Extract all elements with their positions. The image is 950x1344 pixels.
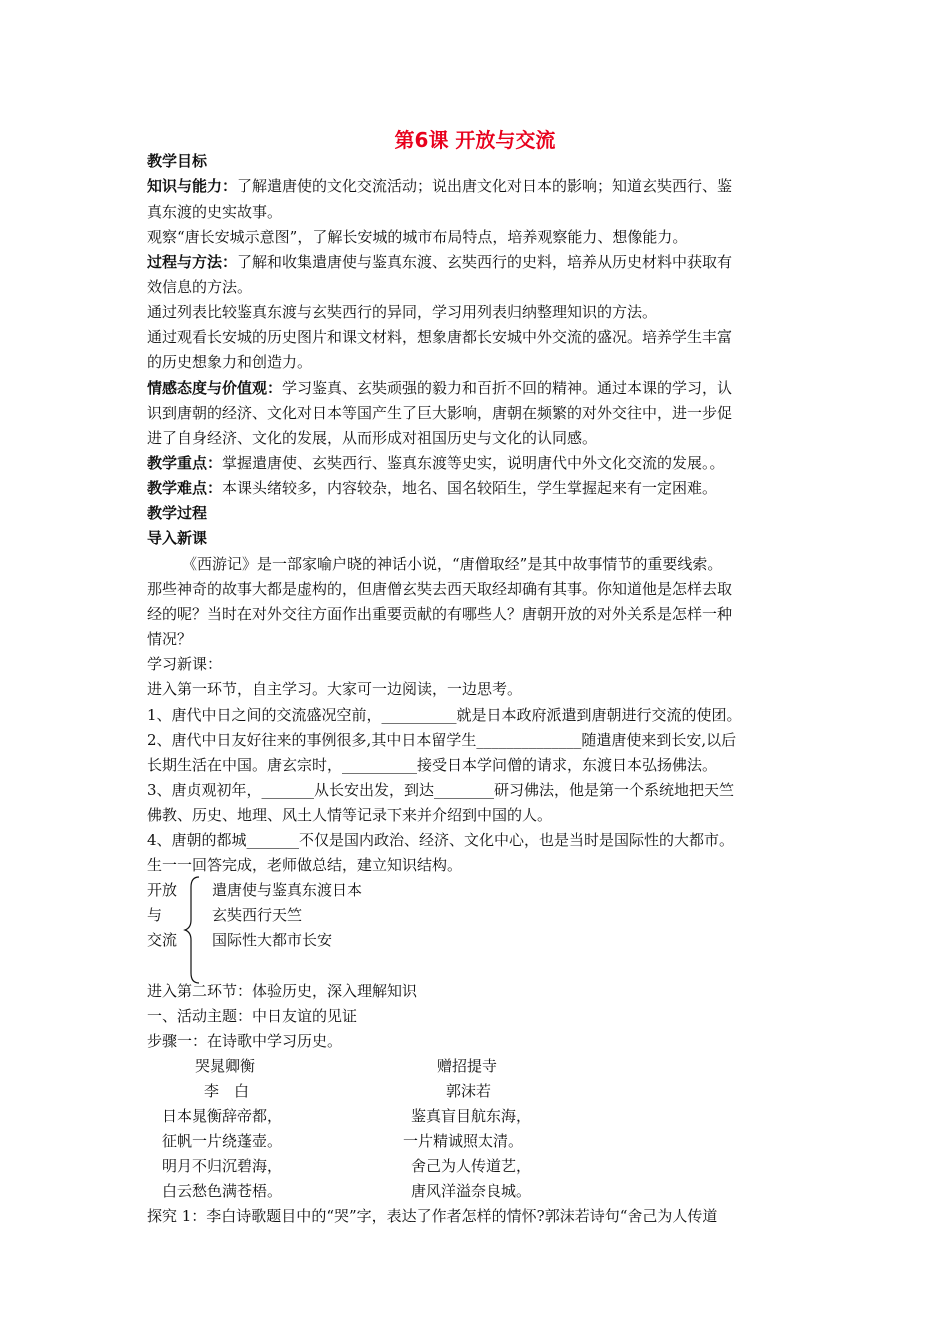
- structure-left-1: 开放: [147, 881, 178, 899]
- key-text: 掌握遣唐使、玄奘西行、鉴真东渡等史实，说明唐代中外文化交流的发展。。: [222, 454, 725, 472]
- structure-left-2: 与: [147, 906, 163, 924]
- imagine-text-1: 通过观看长安城的历史图片和课文材料，想象唐都长安城中外交流的盛况。培养学生丰富: [147, 328, 733, 346]
- answer-text: 生一一回答完成，老师做总结，建立知识结构。: [147, 856, 463, 874]
- process-text-2: 效信息的方法。: [147, 278, 253, 296]
- poem-2-line-3: 舍己为人传道艺，: [411, 1157, 532, 1175]
- question-1: 1、唐代中日之间的交流盛况空前，__________就是日本政府派遣到唐朝进行交流的使团。: [147, 706, 742, 724]
- activity-theme: 一、活动主题：中日友谊的见证: [147, 1007, 358, 1025]
- new-lesson-label: 学习新课：: [147, 655, 223, 673]
- question-4: 4、唐朝的都城_______不仅是国内政治、经济、文化中心，也是当时是国际性的大都市。: [147, 831, 735, 849]
- structure-right-1: 遣唐使与鉴真东渡日本: [212, 881, 363, 899]
- structure-right-3: 国际性大都市长安: [212, 931, 333, 949]
- question-2-line-1: 2、唐代中日友好往来的事例很多,其中日本留学生______________随遣唐使来到长安,以后: [147, 731, 737, 749]
- difficulty-text: 本课头绪较多，内容较杂，地名、国名较陌生，学生掌握起来有一定困难。: [222, 479, 718, 497]
- poem-2-title: 赠招提寺: [437, 1057, 498, 1075]
- poem-1-title: 哭晁卿衡: [195, 1057, 256, 1075]
- process-text: 了解和收集遣唐使与鉴真东渡、玄奘西行的史料，培养从历史材料中获取有: [237, 253, 733, 271]
- intro-text-1: 《西游记》是一部家喻户晓的神话小说，“唐僧取经”是其中故事情节的重要线索。: [182, 555, 723, 573]
- poem-1-author: 李 白: [204, 1082, 250, 1100]
- process-line: [147, 251, 732, 273]
- structure-right-2: 玄奘西行天竺: [212, 906, 303, 924]
- attitude-text-2: 识到唐朝的经济、文化对日本等国产生了巨大影响，唐朝在频繁的对外交往中，进一步促: [147, 404, 733, 422]
- key-label: 教学重点：: [147, 454, 223, 472]
- process-heading: 教学过程: [147, 504, 208, 522]
- key-line: [147, 452, 725, 474]
- goals-heading: 教学目标: [147, 152, 208, 170]
- question-3-line-1: 3、唐贞观初年，_______从长安出发，到达________研习佛法，他是第一个系统地把天竺: [147, 781, 735, 799]
- poem-2-line-2: 一片精诚照太清。: [403, 1132, 524, 1150]
- explore-question: 探究 1：李白诗歌题目中的“哭”字，表达了作者怎样的情怀?郭沫若诗句“舍己为人传道: [147, 1207, 718, 1225]
- difficulty-line: [147, 477, 717, 499]
- process-label: 过程与方法：: [147, 253, 238, 271]
- page-title: 第6课 开放与交流: [394, 128, 556, 152]
- poem-2-line-4: 唐风洋溢奈良城。: [411, 1182, 532, 1200]
- step-two-text: 进入第二环节：体验历史，深入理解知识: [147, 982, 418, 1000]
- poem-1-line-2: 征帆一片绕蓬壶。: [162, 1132, 283, 1150]
- knowledge-line: [147, 175, 732, 197]
- compare-text: 通过列表比较鉴真东渡与玄奘西行的异同，学习用列表归纳整理知识的方法。: [147, 303, 658, 321]
- attitude-text-3: 进了自身经济、文化的发展，从而形成对祖国历史与文化的认同感。: [147, 429, 598, 447]
- intro-text-2: 那些神奇的故事大都是虚构的，但唐僧玄奘去西天取经却确有其事。你知道他是怎样去取: [147, 580, 733, 598]
- intro-text-4: 情况？: [147, 630, 193, 648]
- step-one-text: 进入第一环节，自主学习。大家可一边阅读，一边思考。: [147, 680, 523, 698]
- poem-1-line-1: 日本晁衡辞帝都，: [162, 1107, 283, 1125]
- poem-2-author: 郭沫若: [446, 1082, 492, 1100]
- attitude-text: 学习鉴真、玄奘顽强的毅力和百折不回的精神。通过本课的学习，认: [282, 379, 733, 397]
- knowledge-text-2: 真东渡的史实故事。: [147, 203, 283, 221]
- poem-2-line-1: 鉴真盲目航东海，: [411, 1107, 532, 1125]
- intro-heading: 导入新课: [147, 529, 208, 547]
- knowledge-label: 知识与能力：: [147, 177, 238, 195]
- poem-1-line-3: 明月不归沉碧海，: [162, 1157, 283, 1175]
- structure-brace: [183, 875, 201, 985]
- attitude-line: [147, 377, 732, 399]
- question-2-line-2: 长期生活在中国。唐玄宗时，__________接受日本学问僧的请求，东渡日本弘扬佛法。: [147, 756, 718, 774]
- difficulty-label: 教学难点：: [147, 479, 223, 497]
- attitude-label: 情感态度与价值观：: [147, 379, 283, 397]
- imagine-text-2: 的历史想象力和创造力。: [147, 353, 313, 371]
- poem-step-label: 步骤一：在诗歌中学习历史。: [147, 1032, 343, 1050]
- observe-text: 观察“唐长安城示意图”，了解长安城的城市布局特点，培养观察能力、想像能力。: [147, 228, 688, 246]
- poem-1-line-4: 白云愁色满苍梧。: [162, 1182, 283, 1200]
- knowledge-text: 了解遣唐使的文化交流活动；说出唐文化对日本的影响；知道玄奘西行、鉴: [237, 177, 733, 195]
- question-3-line-2: 佛教、历史、地理、风土人情等记录下来并介绍到中国的人。: [147, 806, 553, 824]
- intro-text-3: 经的呢？当时在对外交往方面作出重要贡献的有哪些人？唐朝开放的对外关系是怎样一种: [147, 605, 733, 623]
- structure-left-3: 交流: [147, 931, 178, 949]
